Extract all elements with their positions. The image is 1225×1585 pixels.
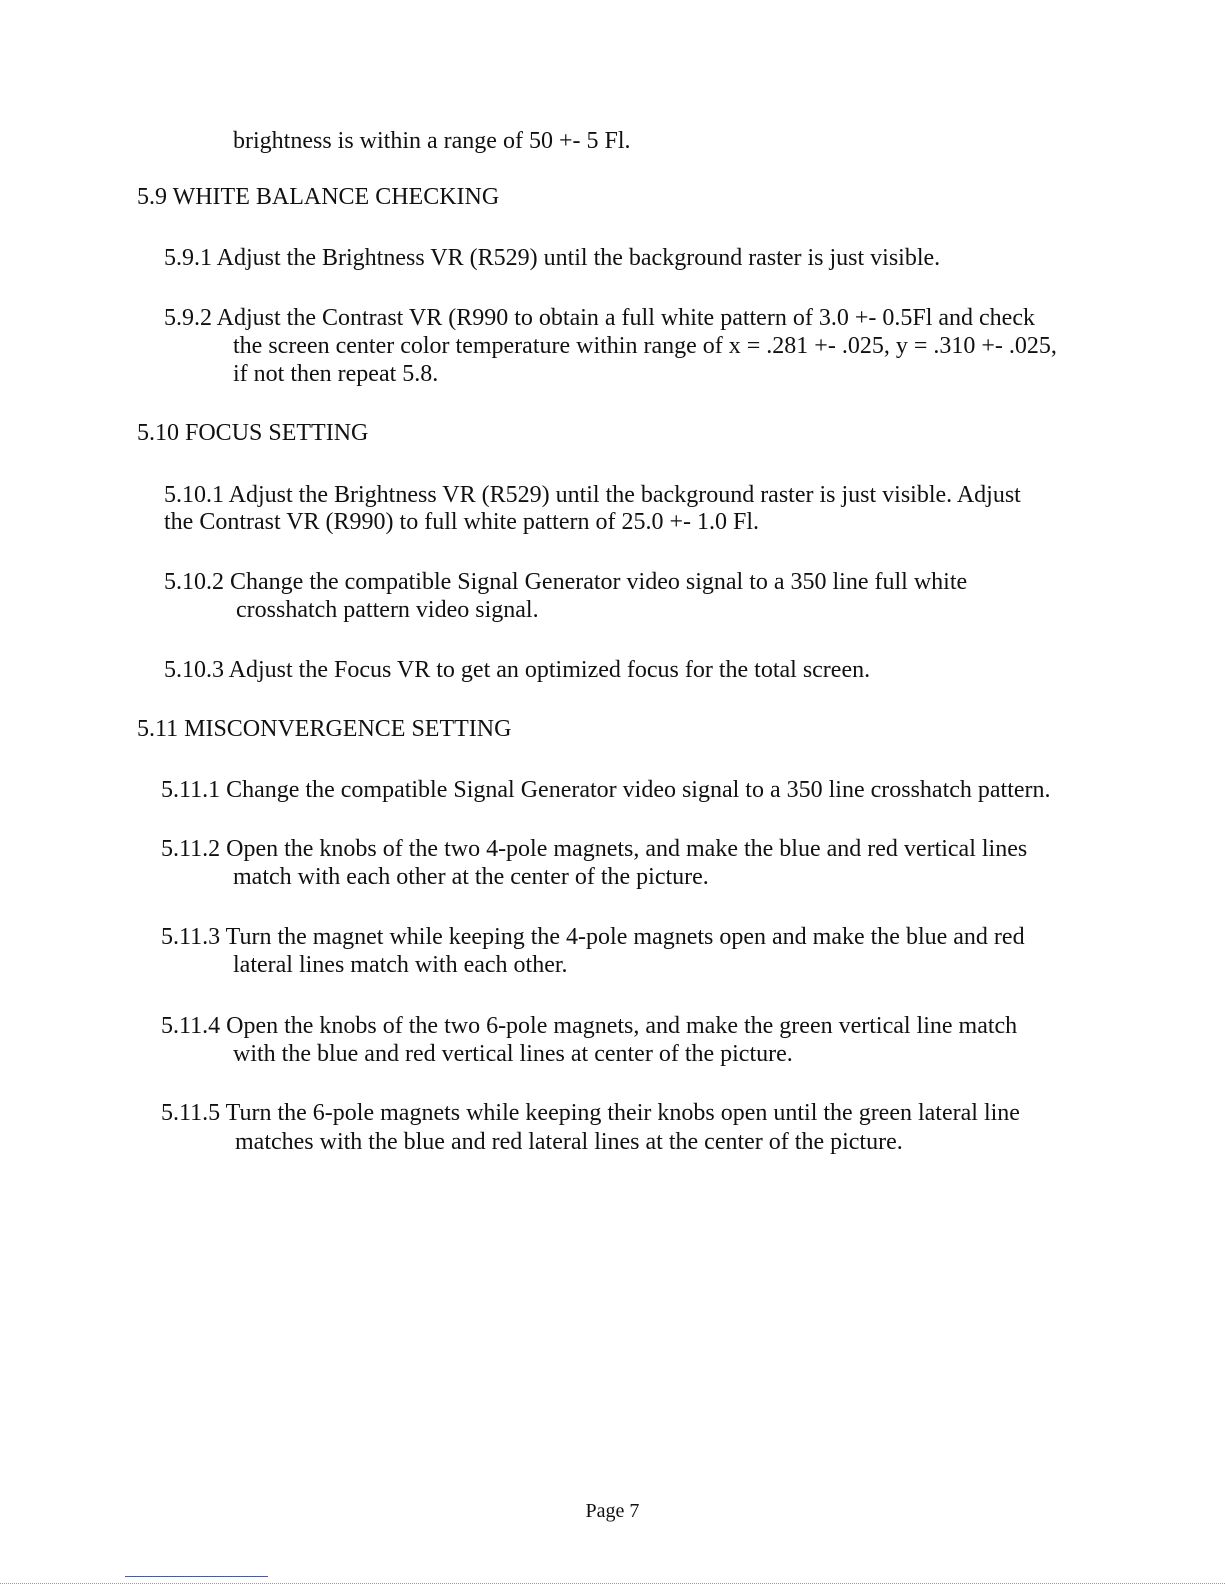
page-number: Page 7 (585, 1500, 640, 1522)
item-5-11-4-line-1: 5.11.4 Open the knobs of the two 6-pole magnets, and make the green vertical line match (161, 1013, 1018, 1039)
item-5-11-2-line-2: match with each other at the center of the picture. (233, 864, 709, 890)
item-5-9-2-line-2: the screen center color temperature within range of x = .281 +- .025, y = .310 +- .025, (233, 333, 1057, 359)
item-5-10-2-line-1: 5.10.2 Change the compatible Signal Generator video signal to a 350 line full white (164, 569, 968, 595)
carry-over-line: brightness is within a range of 50 +- 5 Fl. (233, 128, 631, 154)
item-5-11-3-line-1: 5.11.3 Turn the magnet while keeping the 4-pole magnets open and make the blue and red (161, 924, 1025, 950)
item-5-11-5-line-1: 5.11.5 Turn the 6-pole magnets while keeping their knobs open until the green lateral line (161, 1100, 1020, 1126)
item-5-10-1-line-2: the Contrast VR (R990) to full white pattern of 25.0 +- 1.0 Fl. (164, 509, 760, 535)
item-5-9-1-line-1: 5.9.1 Adjust the Brightness VR (R529) until the background raster is just visible. (164, 245, 941, 271)
page-edge-divider (0, 1583, 1225, 1584)
item-5-11-5-line-2: matches with the blue and red lateral lines at the center of the picture. (235, 1129, 903, 1155)
item-5-10-3-line-1: 5.10.3 Adjust the Focus VR to get an optimized focus for the total screen. (164, 657, 871, 683)
item-5-10-2-line-2: crosshatch pattern video signal. (236, 597, 539, 623)
section-heading-white-balance: 5.9 WHITE BALANCE CHECKING (137, 184, 500, 210)
item-5-11-3-line-2: lateral lines match with each other. (233, 952, 568, 978)
item-5-9-2-line-3: if not then repeat 5.8. (233, 361, 439, 387)
bottom-edge-rule (125, 1576, 268, 1577)
item-5-10-1-line-1: 5.10.1 Adjust the Brightness VR (R529) until the background raster is just visible. Adjust (164, 482, 1021, 508)
section-heading-focus-setting: 5.10 FOCUS SETTING (137, 420, 369, 446)
item-5-9-2-line-1: 5.9.2 Adjust the Contrast VR (R990 to obtain a full white pattern of 3.0 +- 0.5Fl and check (164, 305, 1035, 331)
section-heading-misconvergence: 5.11 MISCONVERGENCE SETTING (137, 716, 512, 742)
item-5-11-4-line-2: with the blue and red vertical lines at center of the picture. (233, 1041, 793, 1067)
item-5-11-1-line-1: 5.11.1 Change the compatible Signal Generator video signal to a 350 line crosshatch pattern. (161, 777, 1051, 803)
item-5-11-2-line-1: 5.11.2 Open the knobs of the two 4-pole magnets, and make the blue and red vertical lines (161, 836, 1028, 862)
